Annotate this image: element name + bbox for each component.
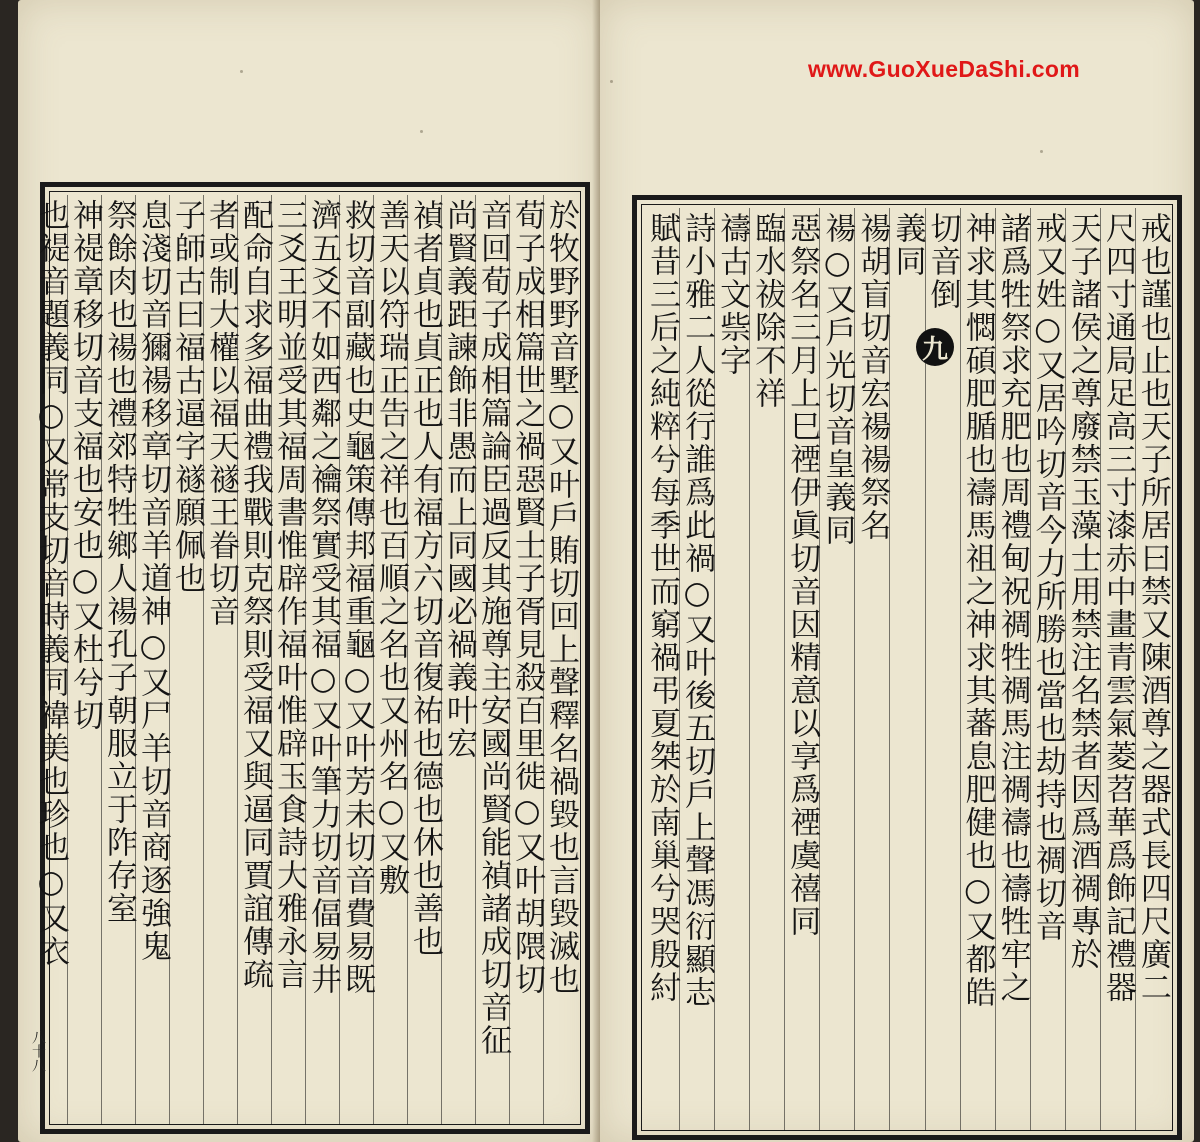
right-column: 尺四寸通局足高三寸漆赤中畫青雲氣菱苕華爲飾記禮器 <box>1100 208 1134 1131</box>
right-column: 禓○又戶光切音皇義同 <box>819 208 853 1131</box>
left-column: 禎者貞也貞正也人有福方六切音復祐也德也休也善也 <box>407 195 441 1125</box>
right-column: 禓胡盲切音宏禓禓祭名 <box>854 208 888 1131</box>
right-column: 賦昔三后之純粹兮每季世而窮禍弔夏桀於南巢兮哭殷紂 <box>644 212 680 1004</box>
left-column: 三爻王明並受其福周書惟辟作福叶惟辟玉食詩大雅永言 <box>271 195 305 1125</box>
left-column: 也禔音題義同○又常支切音時義同禕美也珍也○又衣 <box>33 199 69 968</box>
right-column: 諸爲牲祭求充肥也周禮甸祝禂牲禂馬注禂禱也禱牲牢之 <box>995 208 1029 1131</box>
right-column: 神求其㦖碩肥腯也禱馬祖之神求其蕃息肥健也○又都皓 <box>960 208 994 1131</box>
left-column: 善天以符瑞正告之祥也百順之名也又州名○又敷 <box>373 195 407 1125</box>
left-column: 於牧野野音墅○又叶戶賄切回上聲釋名禍毀也言毀滅也 <box>543 195 577 1125</box>
page-number: 八十八 <box>30 1030 46 1072</box>
left-column: 息淺切音獮禓移章切音羊道神○又尸羊切音商逐強鬼 <box>135 195 169 1125</box>
left-column: 尚賢義距諫飾非愚而上同國必禍義叶宏 <box>441 195 475 1125</box>
left-column: 祭餘肉也禓也禮郊特牲鄉人禓孔子朝服立于阼存室 <box>101 195 135 1125</box>
right-column: 天子諸侯之尊廢禁玉藻士用禁注名禁者因爲酒禂專於 <box>1065 208 1099 1131</box>
right-page <box>600 0 1194 1142</box>
right-text-frame <box>632 195 1182 1140</box>
right-column: 切音倒 <box>925 208 959 1131</box>
right-column: 禱古文祡字 <box>714 208 748 1131</box>
section-marker-badge: 九 <box>916 328 954 366</box>
left-page <box>18 0 600 1142</box>
right-column: 戒又姓○又居吟切音今力所勝也當也劫持也禂切音 <box>1030 208 1064 1131</box>
right-column: 惡祭名三月上巳禋伊眞切音因精意以享爲禋虞禧同 <box>784 208 818 1131</box>
left-column: 音回荀子成相篇論臣過反其施尊主安國尚賢能禎諸成切音征 <box>475 195 509 1125</box>
right-column: 詩小雅二人從行誰爲此禍○又叶後五切戶上聲馮衍顯志 <box>679 208 713 1131</box>
right-column: 義同 <box>889 208 923 1131</box>
right-column: 戒也謹也止也天子所居曰禁又陳酒尊之器式長四尺廣二 <box>1135 208 1169 1131</box>
left-column: 濟五爻不如西鄰之禴祭實受其福○又叶筆力切音偪易井 <box>305 195 339 1125</box>
left-column: 荀子成相篇世之禍惡賢士子胥見殺百里徙○又叶胡隈切 <box>509 195 543 1125</box>
left-column: 者或制大權以福天禭王眷切音 <box>203 195 237 1125</box>
left-column: 配命自求多福曲禮我戰則克祭則受福又與逼同賈誼傳疏 <box>237 195 271 1125</box>
left-column: 子師古曰福古逼字禭願佩也 <box>169 195 203 1125</box>
right-column: 臨水祓除不祥 <box>749 208 783 1131</box>
site-watermark: www.GuoXueDaShi.com <box>808 56 1080 82</box>
right-text-columns <box>645 208 1169 1127</box>
left-column: 救切音副藏也史龜策傳邦福重龜○又叶芳未切音費易既 <box>339 195 373 1125</box>
left-column: 神禔章移切音支福也安也○又杜兮切 <box>67 195 101 1125</box>
